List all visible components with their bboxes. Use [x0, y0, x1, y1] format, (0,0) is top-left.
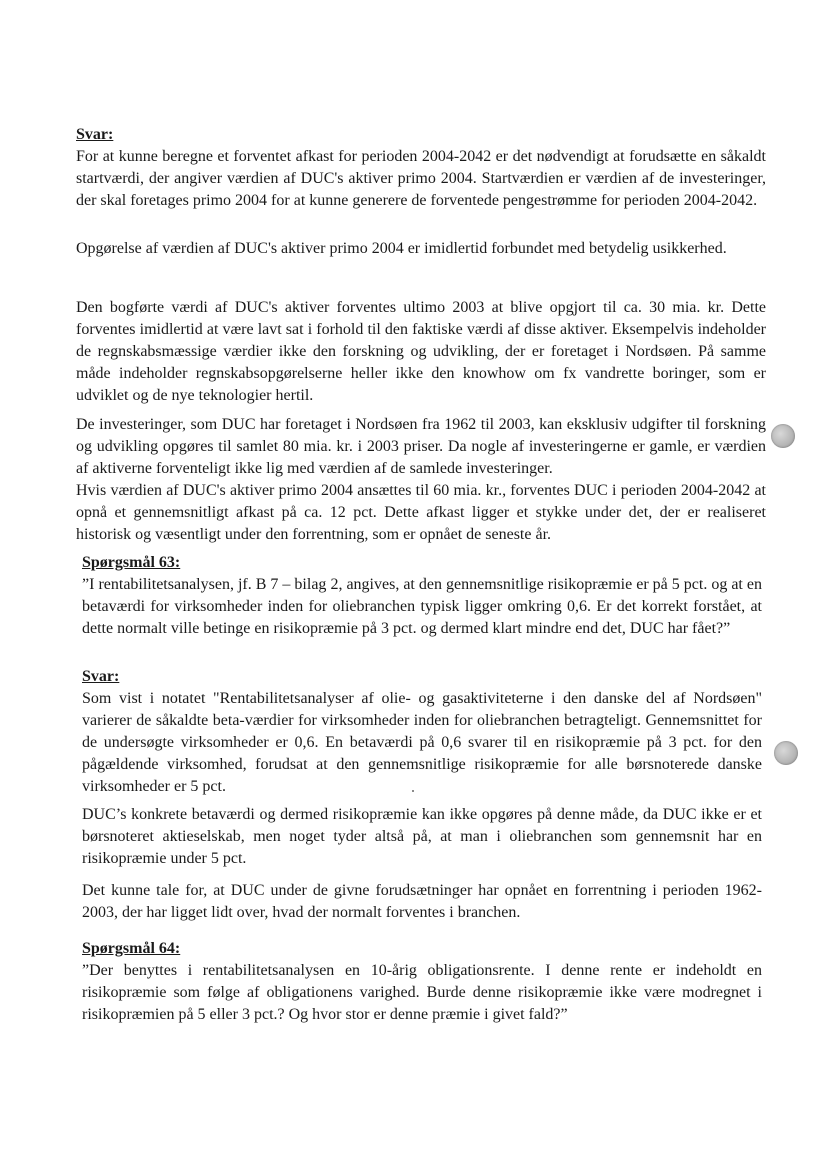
question-heading: Spørgsmål 63: — [82, 554, 181, 571]
paragraph-block — [76, 297, 766, 407]
answer-section-63 — [82, 666, 762, 798]
paragraph: Som vist i notatet "Rentabilitetsanalyser af olie- og gasaktiviteterne i den danske del af Nordsøen" varierer de såkaldte beta-værdier for virksomheder inden for oliebranchen betragteligt. Gennemsnittet for de undersøgte virksomheder er 0,6. En betaværdi på 0,6 svarer til en risikopræmie på 3 pct. for den pågældende virksomhed, forudsat at den gennemsnitlige risikopræmie for alle børsnoterede danske virksomheder er 5 pct. — [82, 690, 762, 795]
question-heading: Spørgsmål 64: — [82, 940, 181, 957]
paragraph: Hvis værdien af DUC's aktiver primo 2004 ansættes til 60 mia. kr., forventes DUC i perioden 2004-2042 at opnå et gennemsnitligt afkast på ca. 12 pct. Dette afkast ligger et stykke under det, der er realiseret historisk og væsentligt under den forrentning, som er opnået de seneste år. — [76, 482, 766, 543]
paragraph-block — [76, 414, 766, 546]
paragraph-block — [82, 804, 762, 870]
paragraph: De investeringer, som DUC har foretaget i Nordsøen fra 1962 til 2003, kan eksklusiv udgifter til forskning og udvikling opgøres til samlet 80 mia. kr. i 2003 priser. Da nogle af investeringerne er gamle, er værdien af aktiverne forventeligt ikke lig med værdien af de samlede investeringer. — [76, 416, 766, 477]
scan-speck — [412, 790, 414, 792]
question-section-63 — [82, 552, 762, 640]
section-heading: Svar: — [76, 126, 114, 143]
question-text: ”Der benyttes i rentabilitetsanalysen en 10-årig obligationsrente. I denne rente er indeholdt en risikopræmie som følge af obligationens varighed. Burde denne risikopræmie ikke være modregnet i risikopræmien på 5 eller 3 pct.? Og hvor stor er denne præmie i givet fald?” — [82, 962, 762, 1023]
paragraph-block — [76, 238, 766, 260]
paragraph: Det kunne tale for, at DUC under de givne forudsætninger har opnået en forrentning i perioden 1962-2003, der har ligget lidt over, hvad der normalt forventes i branchen. — [82, 882, 762, 921]
paragraph: DUC’s konkrete betaværdi og dermed risikopræmie kan ikke opgøres på denne måde, da DUC ikke er et børsnoteret aktieselskab, men noget tyder altså på, at man i oliebranchen som gennemsnit har en risikopræmie under 5 pct. — [82, 806, 762, 867]
paragraph-block — [82, 880, 762, 924]
paragraph: For at kunne beregne et forventet afkast for perioden 2004-2042 er det nødvendigt at forudsætte en såkaldt startværdi, der angiver værdien af DUC's aktiver primo 2004. Startværdien er værdien af de investeringer, der skal foretages primo 2004 for at kunne generere de forventede pengestrømme for perioden 2004-2042. — [76, 148, 766, 209]
question-section-64 — [82, 938, 762, 1026]
paragraph: Den bogførte værdi af DUC's aktiver forventes ultimo 2003 at blive opgjort til ca. 30 mia. kr. Dette forventes imidlertid at være lavt sat i forhold til den faktiske værdi af disse aktiver. Eksempelvis indeholder de regnskabsmæssige værdier ikke den forskning og udvikling, der er foretaget i Nordsøen. På samme måde indeholder regnskabsopgørelserne heller ikke den knowhow om fx vandrette boringer, som er udviklet og de nye teknologier hertil. — [76, 299, 766, 404]
paragraph: Opgørelse af værdien af DUC's aktiver primo 2004 er imidlertid forbundet med betydelig usikkerhed. — [76, 240, 727, 257]
question-text: ”I rentabilitetsanalysen, jf. B 7 – bilag 2, angives, at den gennemsnitlige risikopræmie er på 5 pct. og at en betaværdi for virksomheder inden for oliebranchen typisk ligger omkring 0,6. Er det korrekt forstået, at dette normalt ville betinge en risikopræmie på 3 pct. og dermed klart mindre end det, DUC har fået?” — [82, 576, 762, 637]
punch-hole-mark — [771, 424, 795, 448]
answer-section-intro — [76, 124, 766, 212]
punch-hole-mark — [774, 741, 798, 765]
section-heading: Svar: — [82, 668, 120, 685]
